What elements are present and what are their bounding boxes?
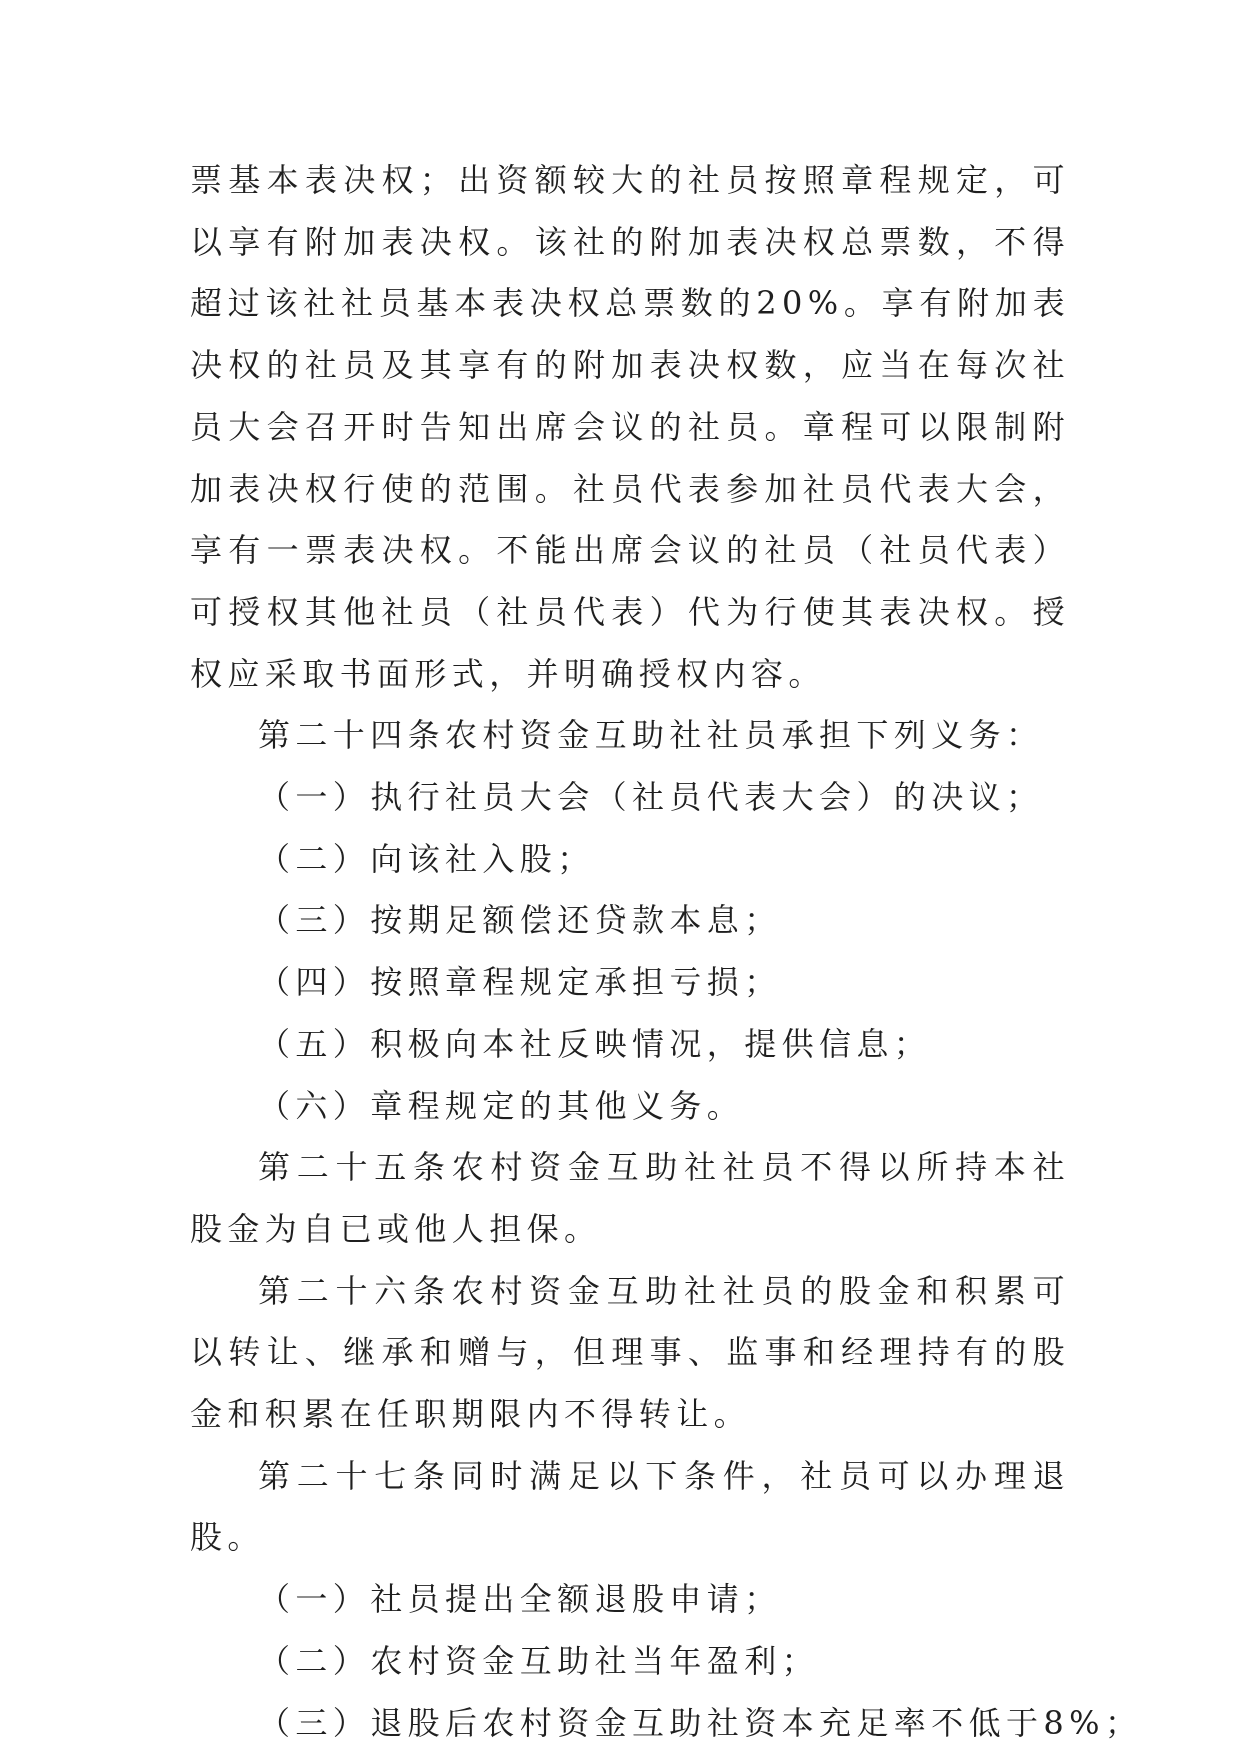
article-27-item-3: （三）退股后农村资金互助社资本充足率不低于8%； [258,1703,1143,1742]
article-24-item-2: （二）向该社入股； [258,839,595,878]
article-24-item-3: （三）按期足额偿还贷款本息； [258,901,782,940]
article-24-item-5: （五）积极向本社反映情况，提供信息； [258,1024,932,1063]
paragraph-voting-rights: 票基本表决权；出资额较大的社员按照章程规定，可以享有附加表决权。该社的附加表决权总票数，不得超过该社社员基本表决权总票数的20%。享有附加表决权的社员及其享有的附加表决权数，应当在每次社员大会召开时告知出席会议的社员。章程可以限制附加表决权行使的范围。社员代表参加社员代表大会，享有一票表决权。不能出席会议的社员（社员代表）可授权其他社员（社员代表）代为行使其表决权。授权应采取书面形式，并明确授权内容。 [190,161,1070,693]
article-26: 第二十六条农村资金互助社社员的股金和积累可以转让、继承和赠与，但理事、监事和经理持有的股金和积累在任职期限内不得转让。 [190,1271,1070,1434]
article-27-heading: 第二十七条同时满足以下条件，社员可以办理退股。 [190,1456,1070,1557]
article-24-item-4: （四）按照章程规定承担亏损； [258,963,782,1002]
article-24-heading: 第二十四条农村资金互助社社员承担下列义务： [258,716,1044,755]
article-25: 第二十五条农村资金互助社社员不得以所持本社股金为自已或他人担保。 [190,1148,1070,1248]
document-body [190,150,1143,1754]
article-27-item-2: （二）农村资金互助社当年盈利； [258,1641,820,1680]
article-27-item-1: （一）社员提出全额退股申请； [258,1580,782,1619]
article-24-item-1: （一）执行社员大会（社员代表大会）的决议； [258,778,1044,817]
article-24-item-6: （六）章程规定的其他义务。 [258,1086,745,1125]
